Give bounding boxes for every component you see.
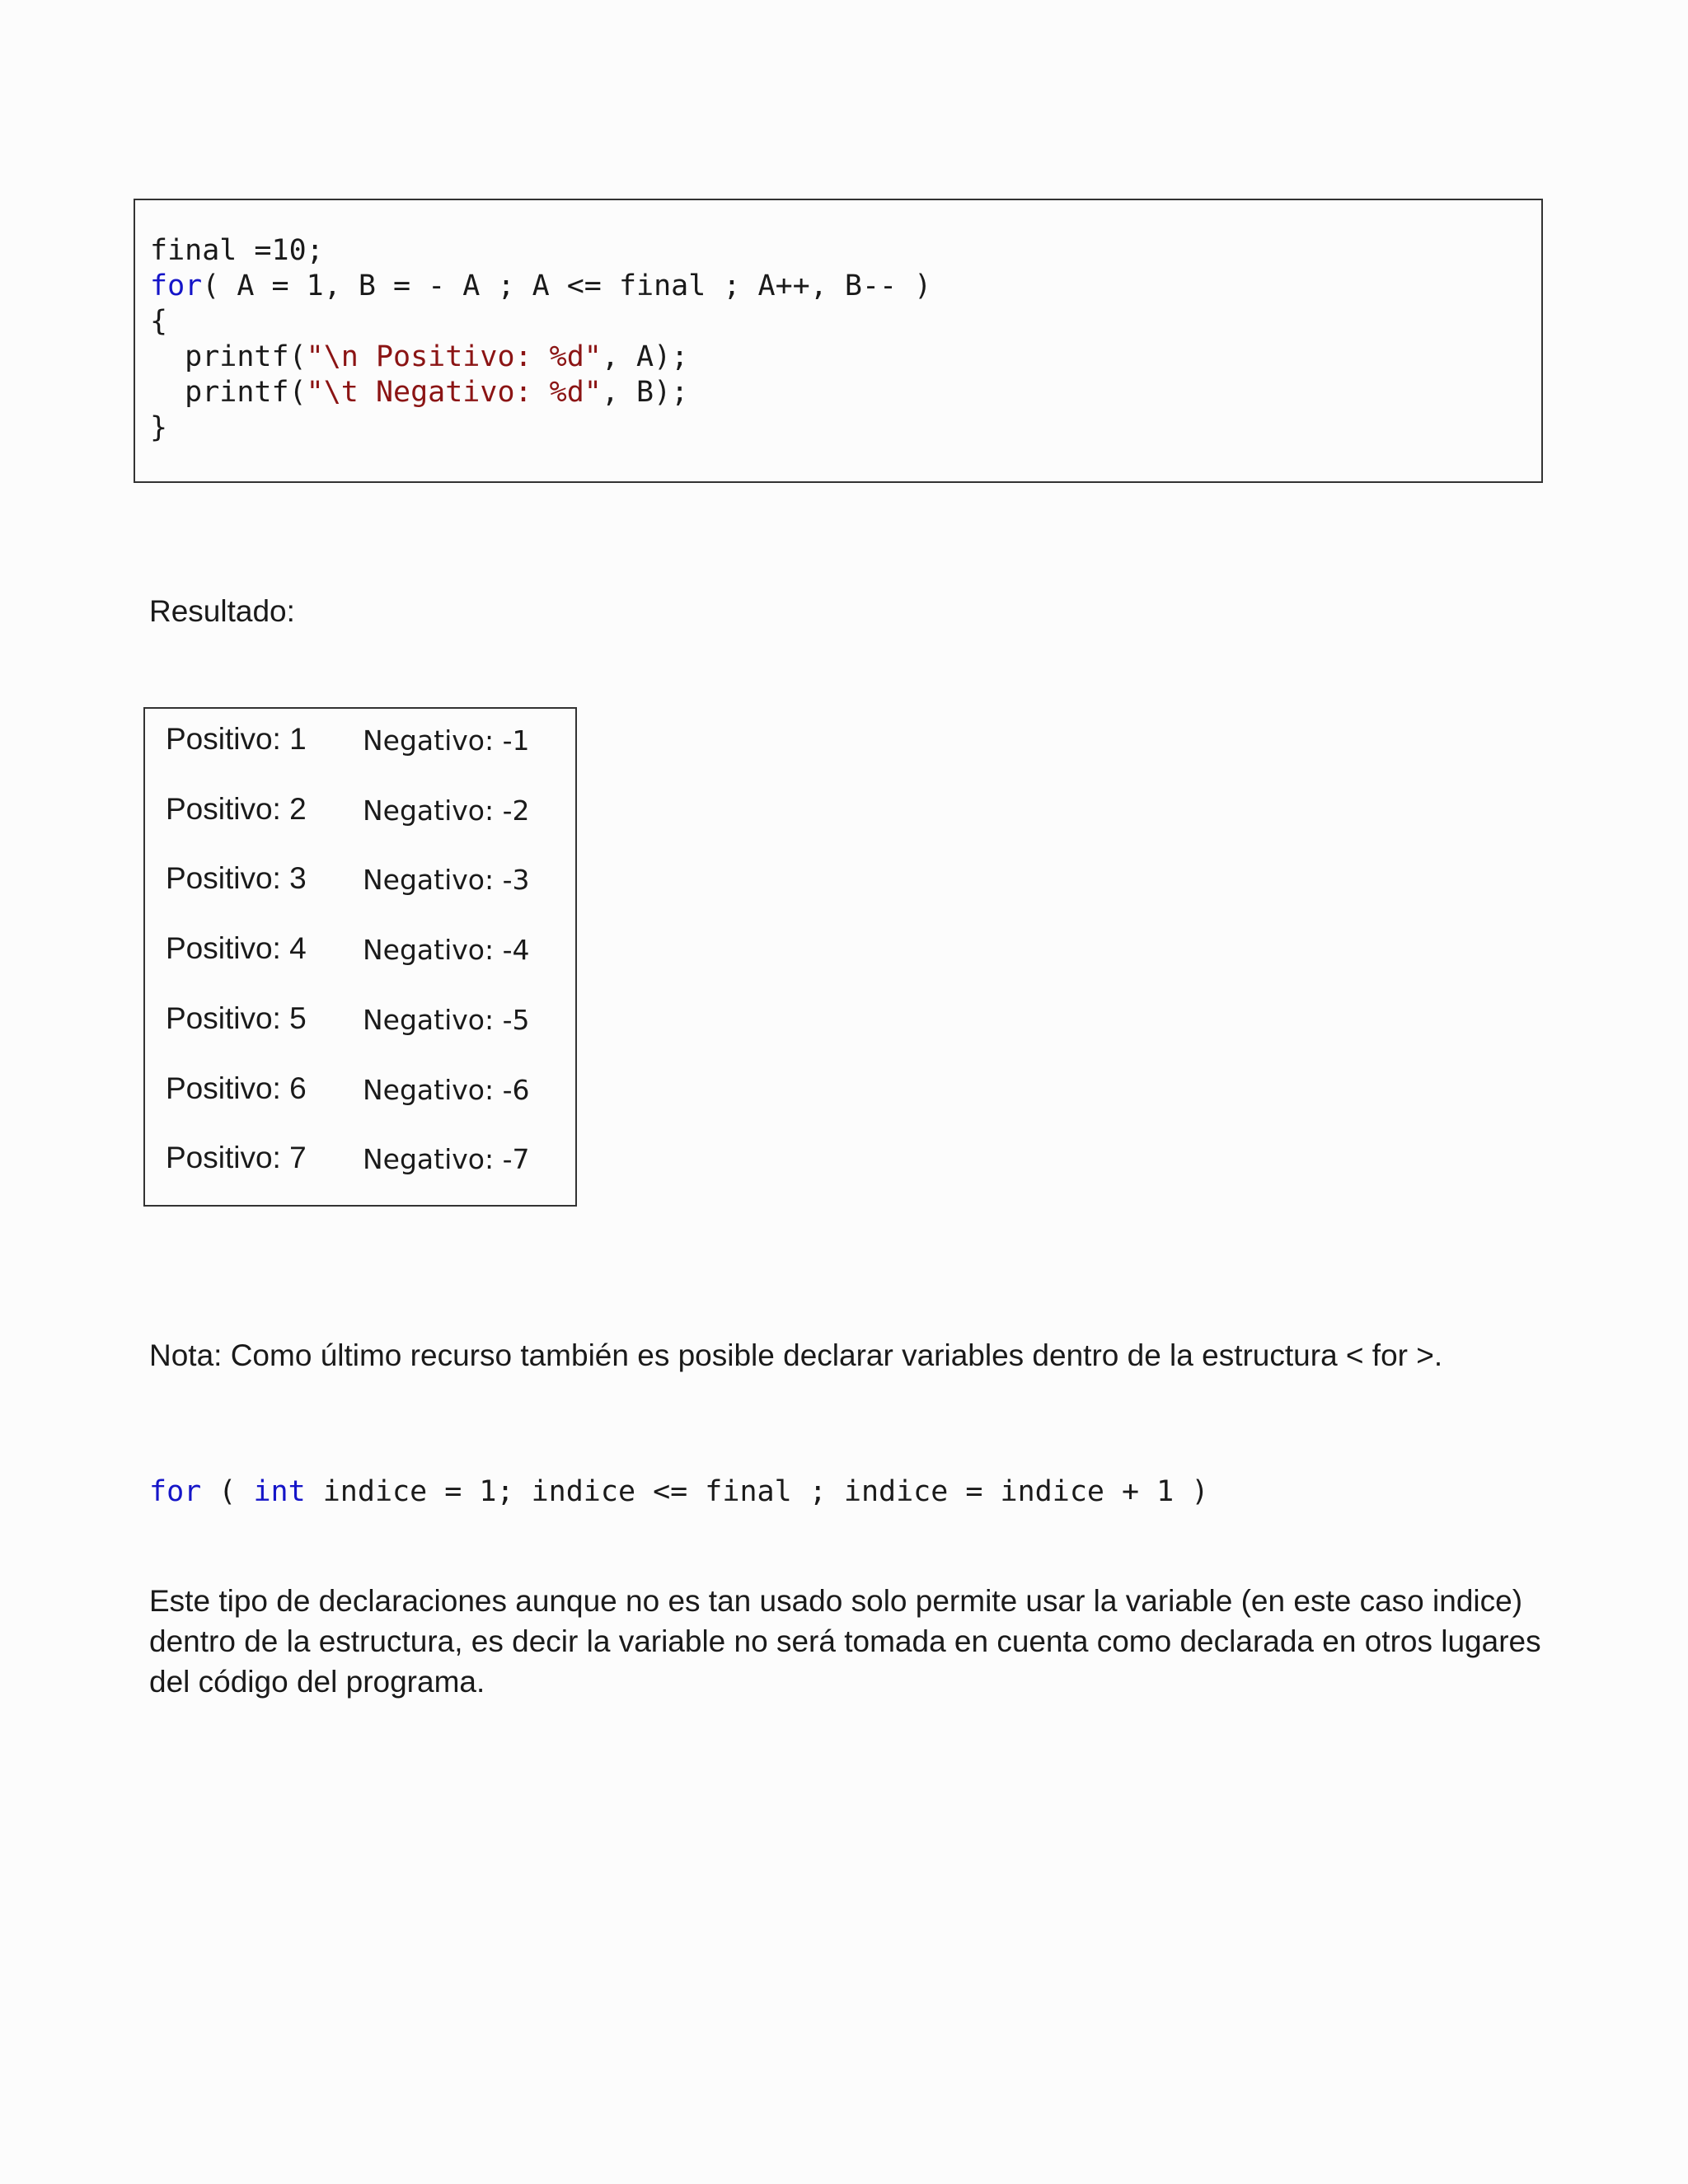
code-block-box [134, 199, 1543, 483]
code-text: ( A = 1, B = - A ; A <= final ; A++, B-- ) [202, 269, 932, 302]
positivo-value: Positivo: 3 [166, 861, 307, 895]
code-text: printf( [150, 376, 307, 409]
code-line-6 [150, 410, 931, 446]
paragraph-line: Este tipo de declaraciones aunque no es tan usado solo permite usar la variable (en este caso indice) [149, 1584, 1523, 1618]
positivo-value: Positivo: 5 [166, 1001, 307, 1035]
negativo-value: Negativo: -3 [363, 864, 530, 896]
code-line-1 [150, 233, 931, 269]
keyword-int: int [253, 1475, 306, 1508]
code-line-3 [150, 304, 931, 340]
result-row [166, 1068, 561, 1109]
result-row [166, 858, 561, 899]
positivo-value: Positivo: 4 [166, 931, 307, 965]
code-line-4 [150, 340, 931, 375]
result-row [166, 789, 561, 830]
positivo-value: Positivo: 7 [166, 1141, 307, 1174]
code-text: printf( [150, 340, 307, 373]
keyword-for: for [150, 269, 203, 302]
paragraph-line: del código del programa. [149, 1665, 485, 1699]
note-text: Nota: Como último recurso también es posible declarar variables dentro de la estructura < for >. [149, 1338, 1443, 1372]
code-text: , A); [601, 340, 689, 373]
for-declaration-code [149, 1474, 1208, 1510]
result-row [166, 1137, 561, 1179]
open-brace: { [150, 305, 168, 338]
positivo-value: Positivo: 1 [166, 722, 307, 756]
negativo-value: Negativo: -4 [363, 934, 530, 966]
code-line-2 [150, 269, 931, 304]
result-row [166, 998, 561, 1039]
code-text: ( [201, 1475, 254, 1508]
code-line-5 [150, 375, 931, 410]
positivo-value: Positivo: 2 [166, 792, 307, 826]
explanation-paragraph [149, 1581, 1550, 1702]
code-text: indice = 1; indice <= final ; indice = indice + 1 ) [305, 1475, 1209, 1508]
result-heading: Resultado: [149, 594, 295, 628]
paragraph-line: dentro de la estructura, es decir la variable no será tomada en cuenta como declarada en otros lugares [149, 1624, 1541, 1658]
code-text: , B); [601, 376, 689, 409]
code-block [150, 233, 931, 446]
negativo-value: Negativo: -1 [363, 724, 530, 757]
result-output-box [143, 707, 577, 1207]
code-text: final =10; [150, 234, 324, 267]
result-row [166, 719, 561, 760]
close-brace: } [150, 411, 168, 444]
string-literal: "\t Negativo: %d" [306, 376, 602, 409]
keyword-for: for [149, 1475, 202, 1508]
negativo-value: Negativo: -6 [363, 1074, 530, 1106]
negativo-value: Negativo: -7 [363, 1143, 530, 1175]
result-row [166, 928, 561, 969]
negativo-value: Negativo: -5 [363, 1004, 530, 1036]
positivo-value: Positivo: 6 [166, 1071, 307, 1105]
negativo-value: Negativo: -2 [363, 794, 530, 827]
string-literal: "\n Positivo: %d" [306, 340, 602, 373]
